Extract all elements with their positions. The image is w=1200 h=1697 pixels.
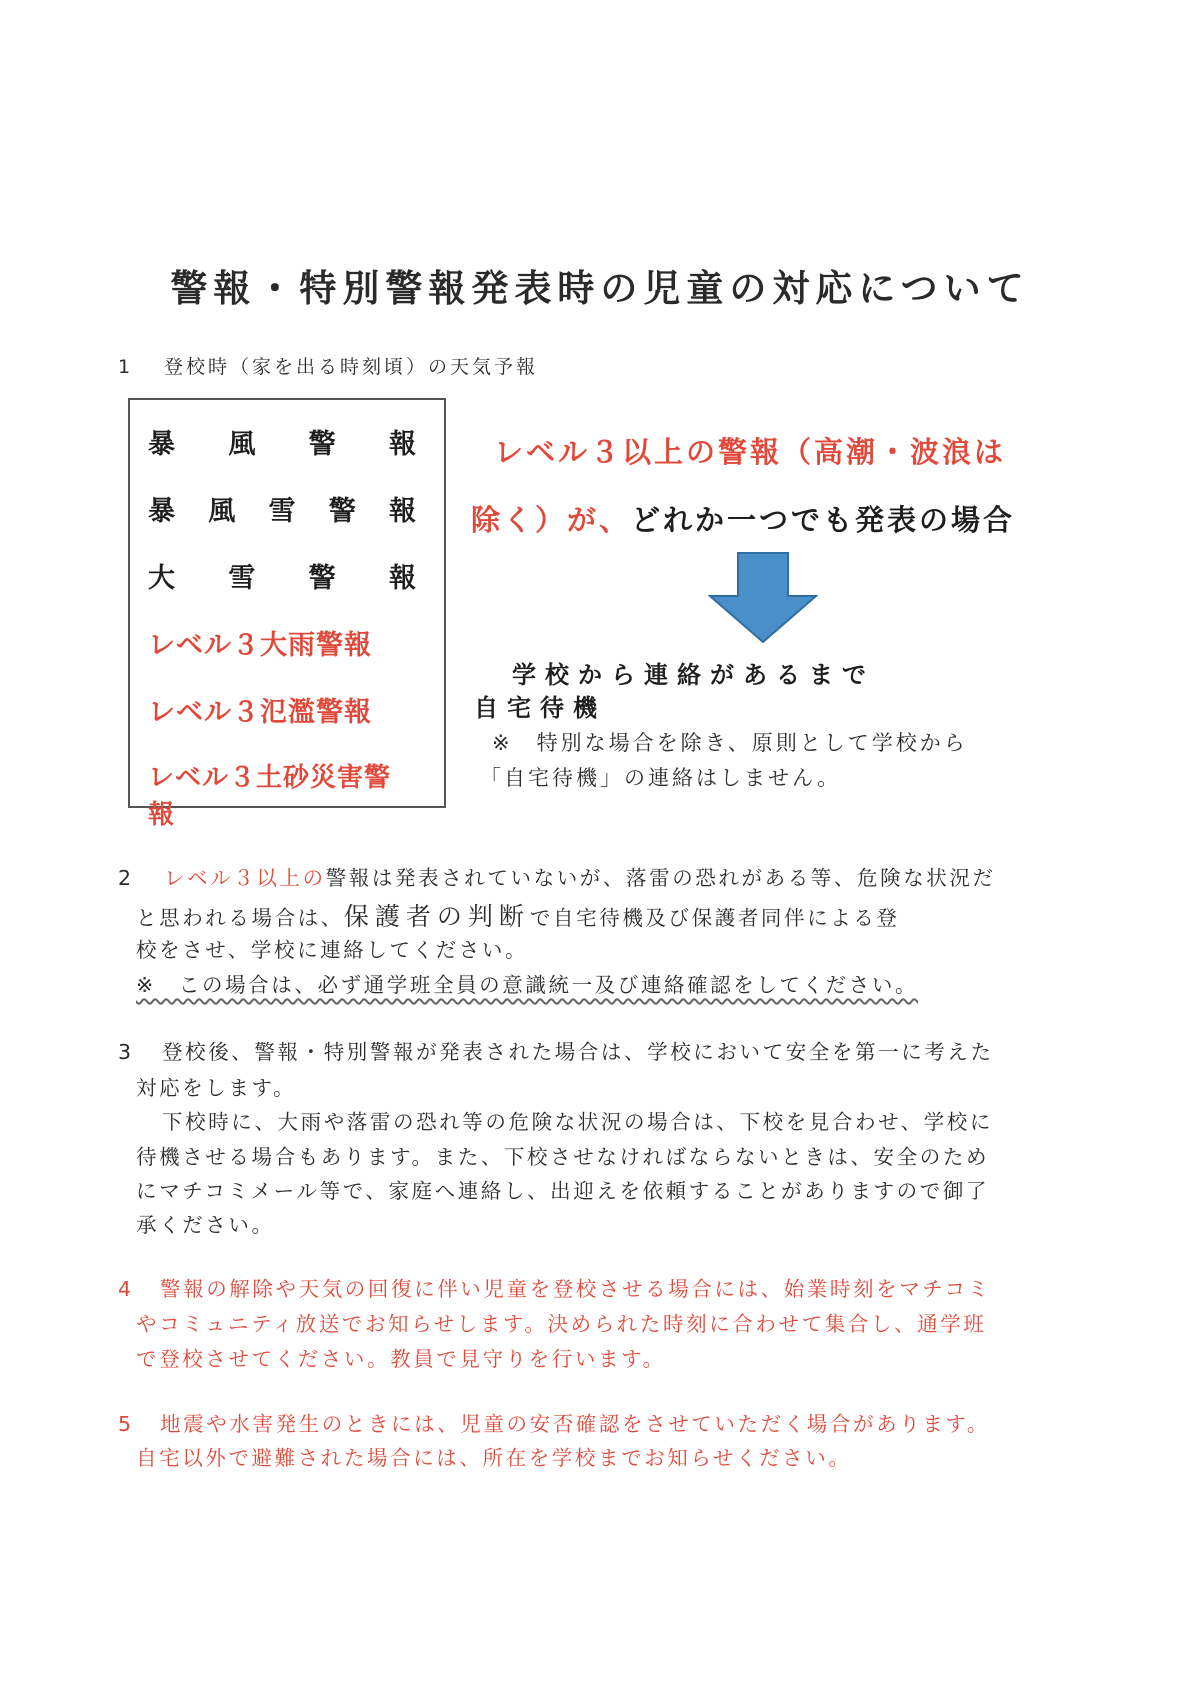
warning-char: 報 xyxy=(389,496,416,527)
section3-line-4: 待機させる場合もあります。また、下校させなければならないときは、安全のため xyxy=(136,1145,990,1169)
section3-line-1-text: 登校後、警報・特別警報が発表された場合は、学校において安全を第一に考えた xyxy=(162,1040,994,1064)
section1-heading xyxy=(118,352,538,379)
section5-line-1-text: 地震や水害発生のときには、児童の安否確認をさせていただく場合があります。 xyxy=(160,1412,990,1436)
condition-line-2 xyxy=(471,498,1015,539)
section4-line-1 xyxy=(118,1272,991,1302)
warning-item-flood: レベル３氾濫警報 xyxy=(148,697,372,728)
section3-line-2: 対応をします。 xyxy=(136,1076,297,1100)
section4-line-3: で登校させてください。教員で見守りを行います。 xyxy=(136,1347,666,1371)
section2-line-2 xyxy=(136,897,900,933)
result-line-1: 学校から連絡があるまで xyxy=(512,661,875,689)
section4-line-2: やコミュニティ放送でお知らせします。決められた時刻に合わせて集合し、通学班 xyxy=(136,1312,987,1336)
section4-number: 4 xyxy=(118,1277,134,1301)
section1-number: 1 xyxy=(118,356,134,378)
condition-line-2-dark: どれか一つでも発表の場合 xyxy=(631,503,1016,537)
section4-line-1-text: 警報の解除や天気の回復に伴い児童を登校させる場合には、始業時刻をマチコミ xyxy=(160,1277,991,1301)
warning-char: 風 xyxy=(208,496,236,527)
warning-char: 暴 xyxy=(148,496,175,527)
condition-line-2-red: 除く）が、 xyxy=(471,503,632,537)
section2-line-1 xyxy=(118,861,996,891)
section2-line-2-post: で自宅待機及び保護者同伴による登 xyxy=(529,906,900,930)
warning-item-landslide: レベル３土砂災害警報 xyxy=(148,763,392,830)
down-arrow-icon xyxy=(708,552,818,644)
condition-line-1: レベル３以上の警報（高潮・波浪は xyxy=(494,435,1007,469)
section3-line-3: 下校時に、大雨や落雷の恐れ等の危険な状況の場合は、下校を見合わせ、学校に xyxy=(162,1110,993,1134)
note-line-2: 「自宅待機」の連絡はしません。 xyxy=(480,766,842,790)
warning-char: 警 xyxy=(308,563,336,594)
guardian-judgment-text: 保護者の判断 xyxy=(343,902,530,931)
section3-number: 3 xyxy=(118,1040,134,1064)
result-line-2: 自宅待機 xyxy=(474,694,606,722)
warning-char: 警 xyxy=(328,496,356,527)
warning-char: 風 xyxy=(228,429,256,460)
section5-number: 5 xyxy=(118,1412,134,1436)
warning-item-heavy-snow xyxy=(148,556,416,595)
warning-char: 暴 xyxy=(148,429,175,460)
warning-char: 警 xyxy=(308,429,336,460)
section2-line-1-rest: 警報は発表されていないが、落雷の恐れがある等、危険な状況だ xyxy=(325,866,996,890)
note-line-1: ※ 特別な場合を除き、原則として学校から xyxy=(492,731,968,755)
warning-item-storm xyxy=(148,422,416,461)
page-title: 警報・特別警報発表時の児童の対応について xyxy=(170,267,1030,310)
section2-note: ※ この場合は、必ず通学班全員の意識統一及び連絡確認をしてください。 xyxy=(136,973,919,997)
warning-list-box xyxy=(128,398,446,830)
section2-line-3: 校をさせ、学校に連絡してください。 xyxy=(136,938,529,962)
section2-number: 2 xyxy=(118,866,134,890)
warning-char: 雪 xyxy=(228,563,256,594)
warning-item-heavy-rain: レベル３大雨警報 xyxy=(148,630,372,661)
section3-line-1 xyxy=(118,1035,994,1065)
section5-line-1 xyxy=(118,1407,990,1437)
section2-level-text: レベル３以上の xyxy=(164,866,326,890)
warning-char: 報 xyxy=(388,429,416,460)
warning-item-snowstorm xyxy=(148,489,416,528)
section1-heading-text: 登校時（家を出る時刻頃）の天気予報 xyxy=(164,356,539,378)
warning-char: 報 xyxy=(388,563,416,594)
section3-line-6: 承ください。 xyxy=(136,1213,275,1237)
section3-line-5: にマチコミメール等で、家庭へ連絡し、出迎えを依頼することがありますので御了 xyxy=(136,1179,990,1203)
warning-char: 大 xyxy=(148,563,175,594)
warning-char: 雪 xyxy=(268,496,296,527)
section2-line-2-pre: と思われる場合は、 xyxy=(136,906,344,930)
section5-line-2: 自宅以外で避難された場合には、所在を学校までお知らせください。 xyxy=(136,1446,852,1470)
